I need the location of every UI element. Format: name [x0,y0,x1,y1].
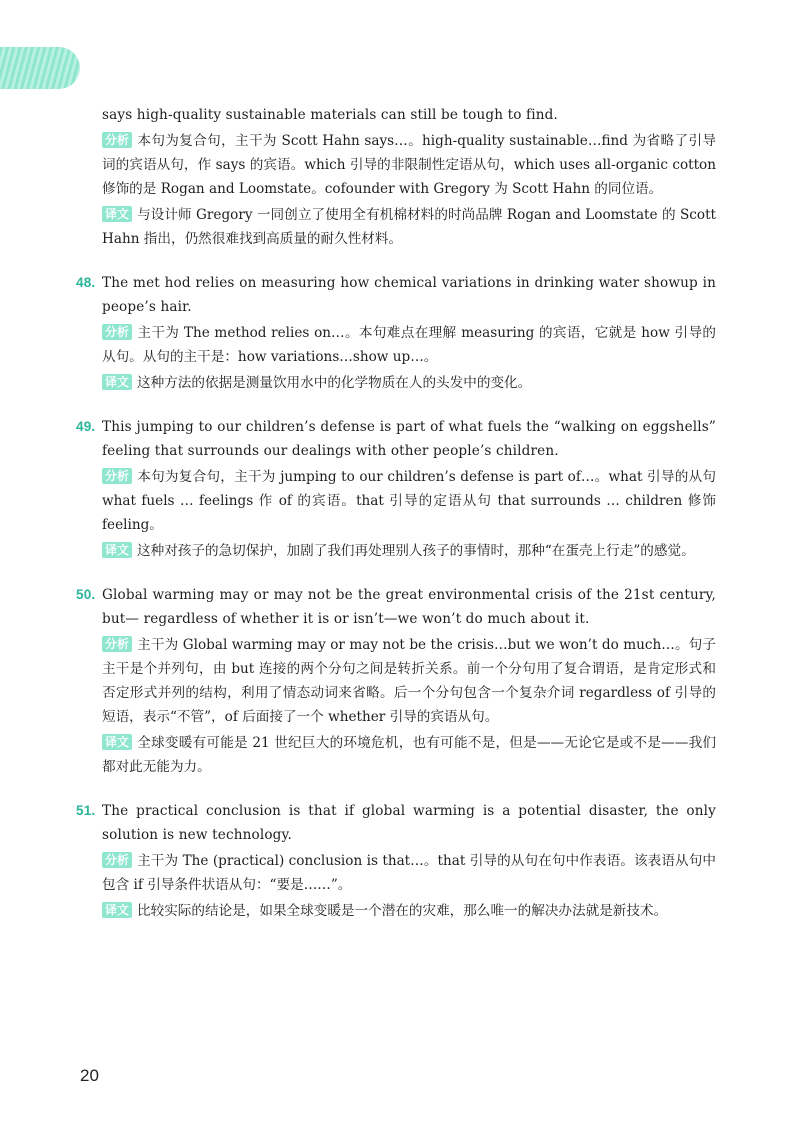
item-number: 49. [76,419,96,434]
analysis-text: 主干为 The method relies on…。本句难点在理解 measuring 的宾语，它就是 how 引导的从句。从句的主干是：how variations…show up…。 [102,325,716,365]
english-sentence [76,583,716,631]
translation-paragraph [76,731,716,779]
item-number: 50. [76,587,96,602]
translation-tag: 译文 [102,542,132,558]
translation-text: 与设计师 Gregory 一同创立了使用全有机棉材料的时尚品牌 Rogan and Loomstate 的 Scott Hahn 指出，仍然很难找到高质量的耐久性材料。 [102,207,716,247]
translation-tag: 译文 [102,374,132,390]
translation-text: 全球变暖有可能是 21 世纪巨大的环境危机，也有可能不是，但是——无论它是或不是——我们都对此无能为力。 [102,735,716,775]
sentence-item [76,415,716,563]
sentence-item [76,583,716,779]
sentence-text: says high-quality sustainable materials can still be tough to find. [102,107,558,123]
analysis-tag: 分析 [102,132,132,148]
sentence-text: The practical conclusion is that if global warming is a potential disaster, the only solution is new technology. [102,803,716,843]
translation-paragraph [76,899,716,923]
item-number: 51. [76,803,96,818]
analysis-tag: 分析 [102,852,132,868]
analysis-text: 本句为复合句，主干为 jumping to our children’s defense is part of…。what 引导的从句 what fuels … feelings 作 of 的宾语。that 引导的定语从句 that surrounds … children 修饰 feeling。 [102,469,716,533]
analysis-text: 主干为 Global warming may or may not be the crisis…but we won’t do much…。句子主干是个并列句，由 but 连接的两个分句之间是转折关系。前一个分句用了复合谓语，是肯定形式和否定形式并列的结构，利用了情态动词来省略。后一个分句包含一个复杂介词 regardless of 引导的短语，表示“不管”，of 后面接了一个 whether 引导的宾语从句。 [102,637,716,725]
english-sentence [76,799,716,847]
english-sentence [76,415,716,463]
sentence-item [76,103,716,251]
translation-tag: 译文 [102,206,132,222]
analysis-paragraph [76,465,716,537]
analysis-text: 主干为 The (practical) conclusion is that…。that 引导的从句在句中作表语。该表语从句中包含 if 引导条件状语从句：“要是……”。 [102,853,716,893]
analysis-paragraph [76,849,716,897]
analysis-tag: 分析 [102,468,132,484]
sentence-item [76,799,716,923]
page-number: 20 [80,1066,99,1085]
english-sentence [76,271,716,319]
analysis-tag: 分析 [102,324,132,340]
translation-tag: 译文 [102,734,132,750]
translation-paragraph [76,539,716,563]
translation-tag: 译文 [102,902,132,918]
analysis-paragraph [76,633,716,729]
analysis-text: 本句为复合句，主干为 Scott Hahn says…。high-quality sustainable…find 为省略了引导词的宾语从句，作 says 的宾语。which 引导的非限制性定语从句，which uses all-organic cotton 修饰的是 Rogan and Loomstate。cofounder with Gregory 为 Scott Hahn 的同位语。 [102,133,716,197]
sentence-text: Global warming may or may not be the great environmental crisis of the 21st century, but— regardless of whether it is or isn’t—we won’t do much about it. [102,587,716,627]
sentence-text: The met hod relies on measuring how chemical variations in drinking water showup in peope’s hair. [102,275,716,315]
item-number: 48. [76,275,96,290]
translation-text: 这种方法的依据是测量饮用水中的化学物质在人的头发中的变化。 [137,375,532,391]
translation-paragraph [76,203,716,251]
english-sentence [76,103,716,127]
translation-text: 这种对孩子的急切保护，加剧了我们再处理别人孩子的事情时，那种“在蛋壳上行走”的感觉。 [137,543,695,559]
analysis-tag: 分析 [102,636,132,652]
translation-text: 比较实际的结论是，如果全球变暖是一个潜在的灾难，那么唯一的解决办法就是新技术。 [137,903,668,919]
analysis-paragraph [76,129,716,201]
sentence-item [76,271,716,395]
translation-paragraph [76,371,716,395]
page-content [76,103,716,923]
sentence-text: This jumping to our children’s defense is part of what fuels the “walking on eggshells” feeling that surrounds our dealings with other people’s children. [102,419,716,459]
chapter-tab-decoration [0,47,80,89]
analysis-paragraph [76,321,716,369]
